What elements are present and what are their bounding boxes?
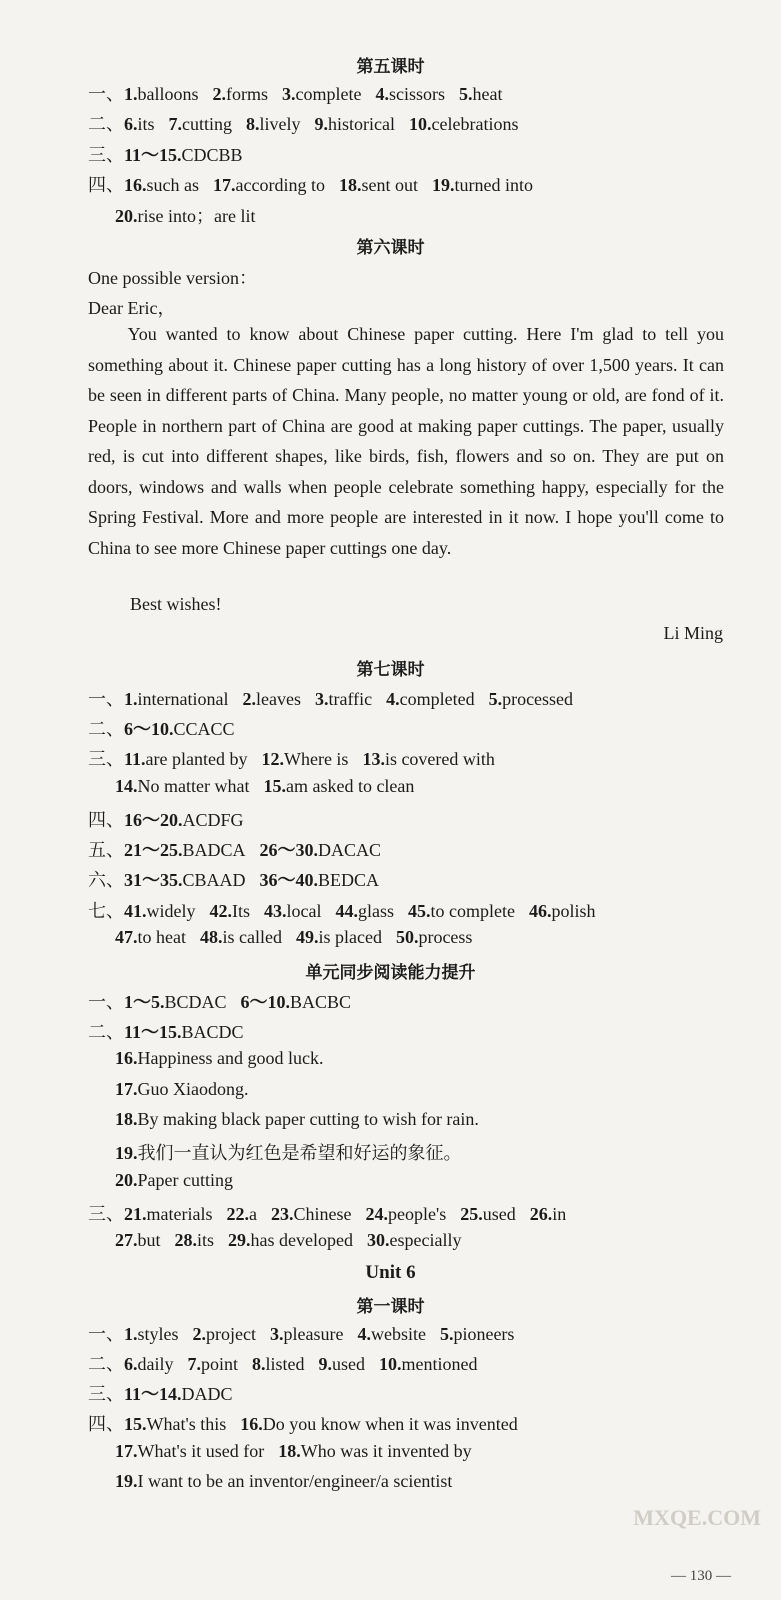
question-number: 15. (124, 1414, 147, 1434)
answer-text: project (206, 1324, 256, 1344)
answer-item (282, 84, 361, 104)
answer-text: is covered with (384, 749, 495, 769)
answer-text: daily (137, 1354, 174, 1374)
answer-text: No matter what (137, 776, 250, 796)
answer-text: to complete (430, 901, 515, 921)
answer-text: pleasure (283, 1324, 344, 1344)
answer-row (88, 806, 258, 832)
question-number: 21～25. (124, 840, 183, 860)
answer-row (115, 1230, 475, 1251)
answer-item (200, 927, 282, 947)
question-number: 25. (460, 1204, 483, 1224)
answer-item (115, 1109, 479, 1129)
answer-text: local (286, 901, 322, 921)
answer-row (88, 745, 509, 771)
question-number: 8. (252, 1354, 266, 1374)
answer-text: to heat (137, 927, 186, 947)
answer-text: balloons (137, 84, 199, 104)
question-part-label: 二、 (88, 1022, 124, 1042)
question-number: 24. (365, 1204, 388, 1224)
question-number: 16. (240, 1414, 263, 1434)
question-number: 12. (261, 749, 284, 769)
question-number: 17. (115, 1441, 138, 1461)
answer-text: turned into (454, 175, 533, 195)
answer-text: such as (146, 175, 199, 195)
unit-heading: Unit 6 (365, 1262, 416, 1283)
answer-item (408, 901, 515, 921)
answer-text: celebrations (431, 114, 519, 134)
answer-item (396, 927, 472, 947)
answer-item (124, 810, 244, 830)
section-title-lesson7: 第七课时 (356, 660, 425, 680)
answer-item (193, 1324, 256, 1344)
answer-text: but (137, 1230, 161, 1250)
answer-text: lively (259, 114, 301, 134)
question-part-label: 四、 (88, 175, 124, 195)
answer-text: historical (328, 114, 395, 134)
essay-closing: Best wishes! (130, 594, 222, 614)
answer-row (88, 1018, 258, 1044)
answer-item (169, 114, 233, 134)
answer-text: has developed (250, 1230, 353, 1250)
answer-text: scissors (388, 84, 445, 104)
answer-item (242, 689, 300, 709)
question-part-label: 一、 (88, 689, 124, 709)
answer-text: Do you know when it was invented (262, 1414, 518, 1434)
question-part-label: 四、 (88, 810, 124, 830)
answer-text: BACBC (290, 992, 352, 1012)
answer-text: Happiness and good luck. (137, 1048, 324, 1068)
answer-row (88, 685, 587, 711)
answer-text: pioneers (453, 1324, 515, 1344)
answer-row (115, 1170, 247, 1191)
answer-item (115, 1441, 264, 1461)
section-title-reading: 单元同步阅读能力提升 (305, 963, 476, 983)
question-number: 27. (115, 1230, 138, 1250)
answer-row (115, 927, 486, 948)
answer-text: people's (387, 1204, 447, 1224)
answer-text: cutting (182, 114, 233, 134)
question-number: 30. (367, 1230, 390, 1250)
answer-text: is placed (318, 927, 382, 947)
answer-text: Chinese (293, 1204, 352, 1224)
essay-greeting: Dear Eric， (88, 298, 176, 318)
answer-text: forms (226, 84, 268, 104)
question-number: 21. (124, 1204, 147, 1224)
essay-signature: Li Ming (663, 623, 723, 643)
question-number: 3. (314, 689, 329, 709)
question-number: 4. (386, 689, 400, 709)
question-number: 17. (213, 175, 236, 195)
answer-row (115, 202, 269, 228)
question-number: 1. (124, 1324, 138, 1344)
answer-text: complete (295, 84, 362, 104)
question-part-label: 二、 (88, 114, 124, 134)
answer-item (440, 1324, 514, 1344)
question-number: 15. (263, 776, 286, 796)
answer-row (88, 897, 609, 923)
answer-text: Its (232, 901, 250, 921)
question-number: 1. (124, 84, 138, 104)
answer-item (124, 840, 246, 860)
answer-row (115, 1048, 337, 1069)
answer-text: glass (357, 901, 394, 921)
answer-item (529, 901, 596, 921)
answer-text: especially (389, 1230, 462, 1250)
answer-text: DADC (181, 1384, 233, 1404)
answer-item (263, 776, 414, 796)
answer-item (264, 901, 321, 921)
answer-item (124, 719, 235, 739)
answer-row (88, 715, 249, 741)
answer-text: What's it used for (137, 1441, 265, 1461)
answer-text: BEDCA (318, 870, 380, 890)
answer-item (124, 1324, 179, 1344)
question-part-label: 三、 (88, 1204, 124, 1224)
question-number: 11～15. (124, 145, 182, 165)
answer-item (115, 776, 249, 796)
essay-body: You wanted to know about Chinese paper cutting. Here I'm glad to tell you something about it. Chinese paper cutting has a long history of over 1,500 years. It can be seen in different parts of China. Many people, no matter young or old, are fond of it. People in northern part of China are good at making paper cuttings. The paper, usually red, is cut into different shapes, like birds, fish, flowers and so on. They are put on doors, windows and walls when people celebrate something happy, especially for the Spring Festival. More and more people are interested in it now. I hope you'll come to China to see more Chinese paper cuttings one day. (88, 324, 724, 558)
question-number: 42. (209, 901, 232, 921)
answer-item (124, 1354, 174, 1374)
answer-item (226, 1204, 257, 1224)
answer-text: in (552, 1204, 567, 1224)
question-number: 10. (409, 114, 432, 134)
question-number: 1～5. (124, 992, 165, 1012)
answer-item (124, 901, 196, 921)
answer-text: its (197, 1230, 215, 1250)
answer-text: CCACC (173, 719, 235, 739)
answer-text: its (137, 114, 155, 134)
answer-row (88, 110, 532, 136)
question-number: 20. (115, 1170, 138, 1190)
answer-text: mentioned (401, 1354, 478, 1374)
answer-item (210, 901, 251, 921)
answer-text: processed (502, 689, 574, 709)
answer-item (459, 84, 502, 104)
question-number: 48. (199, 927, 223, 947)
question-number: 19. (115, 1471, 138, 1491)
answer-item (124, 1384, 233, 1404)
answer-item (386, 689, 474, 709)
answer-text: By making black paper cutting to wish for rain. (137, 1109, 479, 1129)
answer-row (115, 1109, 493, 1130)
answer-row (88, 1410, 532, 1436)
question-number: 19. (115, 1143, 138, 1163)
answer-row (88, 171, 547, 197)
answer-item (278, 1441, 471, 1461)
answer-item (115, 1079, 249, 1099)
question-number: 7. (168, 114, 183, 134)
answer-item (124, 175, 199, 195)
answer-text: a (248, 1204, 257, 1224)
answer-item (315, 689, 372, 709)
question-part-label: 一、 (88, 1324, 124, 1344)
answer-item (124, 992, 227, 1012)
question-number: 2. (192, 1324, 207, 1344)
answer-text: international (137, 689, 229, 709)
answer-text: materials (146, 1204, 213, 1224)
answer-item (379, 1354, 477, 1374)
question-number: 5. (439, 1324, 454, 1344)
answer-text: BADCA (182, 840, 246, 860)
question-number: 41. (124, 901, 147, 921)
answer-text: rise into；are lit (137, 206, 256, 226)
question-number: 2. (212, 84, 226, 104)
section-title-lesson5: 第五课时 (356, 57, 425, 77)
answer-item (260, 870, 380, 890)
answer-row (88, 1380, 247, 1406)
answer-item (175, 1230, 215, 1250)
answer-text: widely (146, 901, 196, 921)
answer-item (124, 84, 199, 104)
question-number: 44. (335, 901, 358, 921)
answer-item (432, 175, 533, 195)
question-number: 46. (528, 901, 552, 921)
answer-item (252, 1354, 305, 1374)
question-number: 18. (115, 1109, 138, 1129)
answer-item (124, 870, 246, 890)
essay-intro: One possible version： (88, 268, 257, 288)
question-part-label: 三、 (88, 1384, 124, 1404)
question-number: 16. (115, 1048, 138, 1068)
answer-item (228, 1230, 353, 1250)
question-number: 11. (124, 749, 146, 769)
answer-text: What's this (146, 1414, 227, 1434)
question-number: 13. (362, 749, 385, 769)
answer-text: CDCBB (181, 145, 243, 165)
answer-item (375, 84, 445, 104)
answer-text: am asked to clean (285, 776, 415, 796)
question-number: 6～10. (240, 992, 291, 1012)
question-number: 3. (270, 1324, 284, 1344)
answer-row (88, 866, 393, 892)
question-number: 31～35. (124, 870, 183, 890)
answer-item (115, 1230, 161, 1250)
answer-text: Guo Xiaodong. (137, 1079, 249, 1099)
question-number: 23. (270, 1204, 294, 1224)
question-part-label: 七、 (88, 901, 124, 921)
answer-text: BACDC (181, 1022, 244, 1042)
answer-row (115, 1139, 476, 1165)
answer-item (115, 1048, 323, 1068)
answer-text: polish (551, 901, 596, 921)
question-part-label: 三、 (88, 145, 124, 165)
question-number: 11～14. (124, 1384, 182, 1404)
question-number: 47. (115, 927, 138, 947)
question-part-label: 二、 (88, 1354, 124, 1374)
answer-text: Paper cutting (137, 1170, 233, 1190)
answer-row (88, 141, 257, 167)
question-number: 3. (282, 84, 296, 104)
question-part-label: 二、 (88, 719, 124, 739)
question-number: 9. (318, 1354, 333, 1374)
question-number: 45. (407, 901, 431, 921)
question-number: 9. (314, 114, 329, 134)
answer-item (271, 1204, 352, 1224)
question-part-label: 四、 (88, 1414, 124, 1434)
answer-row (115, 1441, 486, 1462)
answer-text: used (332, 1354, 366, 1374)
question-number: 11～15. (124, 1022, 182, 1042)
answer-text: are planted by (145, 749, 248, 769)
answer-row (88, 988, 365, 1014)
answer-row (115, 776, 428, 797)
question-number: 49. (295, 927, 319, 947)
answer-text: styles (137, 1324, 179, 1344)
question-part-label: 一、 (88, 84, 124, 104)
question-number: 5. (488, 689, 503, 709)
answer-text: heat (472, 84, 503, 104)
question-number: 18. (338, 175, 362, 195)
answer-item (489, 689, 573, 709)
answer-item (246, 114, 301, 134)
question-number: 17. (115, 1079, 138, 1099)
answer-item (115, 206, 255, 226)
answer-text: Who was it invented by (300, 1441, 472, 1461)
answer-item (357, 1324, 425, 1344)
answer-item (124, 1022, 244, 1042)
question-number: 7. (187, 1354, 201, 1374)
answer-item (240, 1414, 517, 1434)
answer-item (339, 175, 418, 195)
answer-text: 我们一直认为红色是希望和好运的象征。 (137, 1143, 462, 1163)
answer-item (115, 1170, 233, 1190)
question-number: 19. (431, 175, 455, 195)
question-number: 50. (395, 927, 419, 947)
answer-text: traffic (328, 689, 373, 709)
question-number: 22. (226, 1204, 249, 1224)
answer-item (124, 145, 243, 165)
answer-row (88, 1320, 528, 1346)
answer-item (409, 114, 518, 134)
answer-text: BCDAC (164, 992, 227, 1012)
answer-text: used (482, 1204, 516, 1224)
answer-item (115, 1471, 452, 1491)
answer-item (213, 175, 325, 195)
page-number: — 130 — (671, 1568, 731, 1584)
question-number: 6～10. (124, 719, 174, 739)
answer-row (88, 836, 395, 862)
question-number: 26. (529, 1204, 553, 1224)
answer-item (124, 1414, 226, 1434)
answer-row (115, 1079, 263, 1100)
question-number: 36～40. (259, 870, 319, 890)
answer-item (124, 749, 247, 769)
answer-text: completed (399, 689, 475, 709)
answer-item (460, 1204, 516, 1224)
question-part-label: 六、 (88, 870, 124, 890)
question-part-label: 五、 (88, 840, 124, 860)
answer-item (115, 1143, 462, 1163)
answer-item (260, 840, 382, 860)
question-number: 4. (357, 1324, 371, 1344)
question-number: 43. (264, 901, 287, 921)
answer-row (88, 80, 516, 106)
answer-text: process (418, 927, 473, 947)
answer-text: website (370, 1324, 426, 1344)
question-number: 1. (124, 689, 138, 709)
answer-item (241, 992, 352, 1012)
answer-item (367, 1230, 461, 1250)
question-number: 6. (124, 1354, 138, 1374)
answer-text: leaves (255, 689, 301, 709)
answer-text: point (201, 1354, 239, 1374)
question-number: 5. (459, 84, 473, 104)
answer-row (88, 1200, 580, 1226)
question-number: 4. (375, 84, 389, 104)
question-number: 16～20. (124, 810, 183, 830)
answer-item (115, 927, 186, 947)
question-number: 8. (246, 114, 260, 134)
question-number: 29. (228, 1230, 251, 1250)
answer-item (296, 927, 382, 947)
question-part-label: 一、 (88, 992, 124, 1012)
section-title-lesson6: 第六课时 (356, 238, 425, 258)
question-number: 10. (379, 1354, 402, 1374)
answer-item (213, 84, 269, 104)
question-number: 18. (278, 1441, 301, 1461)
answer-row (88, 1350, 492, 1376)
answer-item (188, 1354, 239, 1374)
question-number: 2. (242, 689, 256, 709)
question-number: 20. (115, 206, 138, 226)
answer-item (335, 901, 394, 921)
answer-text: is called (222, 927, 282, 947)
answer-text: sent out (361, 175, 418, 195)
answer-item (124, 1204, 212, 1224)
answer-item (530, 1204, 567, 1224)
answer-row (115, 1471, 466, 1492)
answer-text: ACDFG (182, 810, 244, 830)
section-title-unit6-lesson1: 第一课时 (356, 1297, 425, 1317)
question-number: 6. (124, 114, 138, 134)
question-part-label: 三、 (88, 749, 124, 769)
question-number: 26～30. (259, 840, 319, 860)
answer-text: Where is (283, 749, 349, 769)
watermark: MXQE.COM (633, 1505, 761, 1530)
question-number: 14. (115, 776, 138, 796)
answer-item (124, 689, 228, 709)
answer-text: DACAC (318, 840, 382, 860)
answer-text: CBAAD (182, 870, 246, 890)
answer-item (270, 1324, 343, 1344)
answer-item (315, 114, 395, 134)
question-number: 28. (174, 1230, 198, 1250)
answer-text: I want to be an inventor/engineer/a scientist (137, 1471, 453, 1491)
answer-item (362, 749, 494, 769)
answer-item (261, 749, 348, 769)
answer-text: according to (235, 175, 325, 195)
answer-item (319, 1354, 366, 1374)
answer-item (365, 1204, 446, 1224)
answer-item (124, 114, 155, 134)
question-number: 16. (124, 175, 147, 195)
answer-text: listed (265, 1354, 305, 1374)
